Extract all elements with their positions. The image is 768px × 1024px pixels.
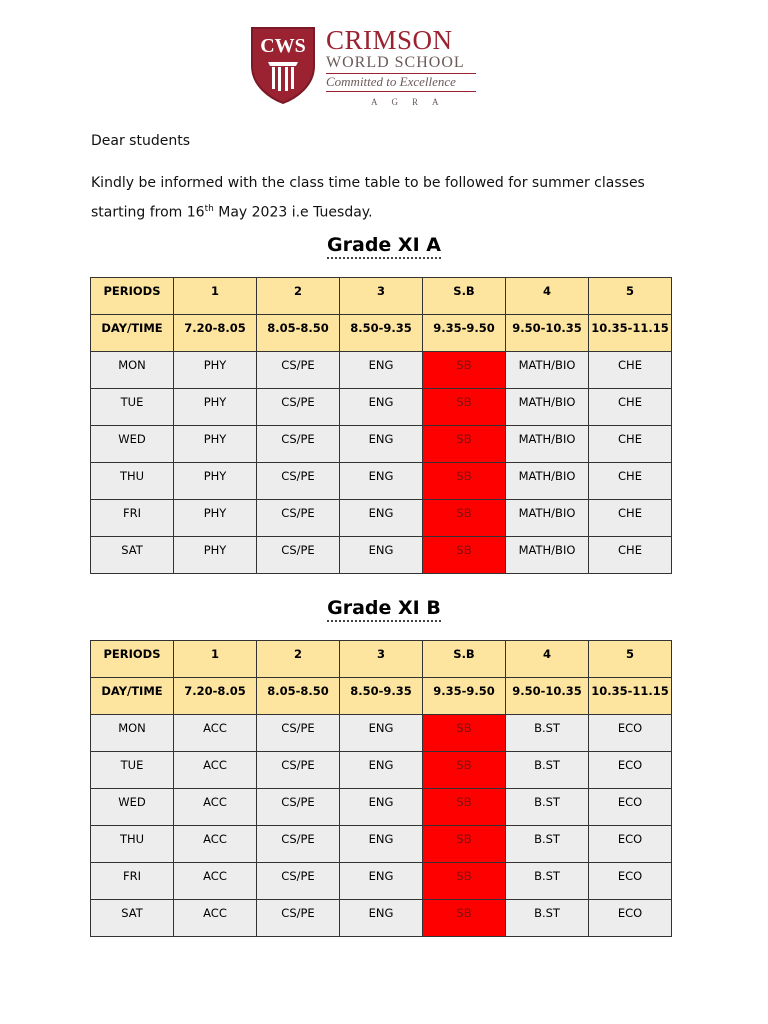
break-cell: SB: [423, 463, 506, 500]
table-cell: ECO: [589, 752, 672, 789]
table-row: [91, 789, 672, 826]
table-cell: CS/PE: [257, 789, 340, 826]
logo-text: CWS: [260, 35, 306, 57]
intro-line-1: Kindly be informed with the class time table to be followed for summer classes: [91, 175, 645, 191]
table-row: [91, 826, 672, 863]
table-cell: CS/PE: [257, 715, 340, 752]
table-cell: ACC: [174, 826, 257, 863]
letterhead: [250, 26, 490, 108]
table-cell: PERIODS: [91, 278, 174, 315]
table-cell: CS/PE: [257, 352, 340, 389]
table-cell: CS/PE: [257, 500, 340, 537]
table-cell: PHY: [174, 352, 257, 389]
break-cell: SB: [423, 826, 506, 863]
table-cell: ENG: [340, 752, 423, 789]
table-cell: MON: [91, 352, 174, 389]
table-cell: ENG: [340, 789, 423, 826]
intro-paragraph: [91, 170, 691, 226]
table-cell: MON: [91, 715, 174, 752]
table-cell: 7.20-8.05: [174, 678, 257, 715]
school-subname: WORLD SCHOOL: [326, 54, 465, 71]
break-cell: SB: [423, 352, 506, 389]
table-cell: 5: [589, 641, 672, 678]
table-cell: CS/PE: [257, 752, 340, 789]
grade-title-xi-b: [0, 597, 768, 619]
table-cell: PHY: [174, 537, 257, 574]
table-cell: 7.20-8.05: [174, 315, 257, 352]
table-cell: ENG: [340, 426, 423, 463]
table-cell: WED: [91, 789, 174, 826]
break-cell: SB: [423, 426, 506, 463]
table-cell: B.ST: [506, 752, 589, 789]
table-cell: ENG: [340, 537, 423, 574]
table-cell: 8.50-9.35: [340, 678, 423, 715]
table-cell: WED: [91, 426, 174, 463]
table-cell: PHY: [174, 389, 257, 426]
table-cell: 9.50-10.35: [506, 315, 589, 352]
table-cell: TUE: [91, 752, 174, 789]
table-cell: ECO: [589, 715, 672, 752]
table-cell: CHE: [589, 389, 672, 426]
table-cell: ACC: [174, 900, 257, 937]
table-cell: CS/PE: [257, 900, 340, 937]
table-cell: 3: [340, 641, 423, 678]
table-cell: 4: [506, 641, 589, 678]
table-cell: THU: [91, 463, 174, 500]
school-tagline: Committed to Excellence: [326, 74, 456, 89]
table-cell: 2: [257, 641, 340, 678]
table-row: [91, 863, 672, 900]
table-cell: MATH/BIO: [506, 537, 589, 574]
table-cell: CS/PE: [257, 537, 340, 574]
table-cell: 8.05-8.50: [257, 678, 340, 715]
school-city: AGRA: [371, 97, 453, 107]
table-cell: CHE: [589, 463, 672, 500]
table-row: [91, 715, 672, 752]
table-cell: ECO: [589, 789, 672, 826]
timetable-xi-a: [90, 277, 672, 574]
table-cell: ENG: [340, 500, 423, 537]
table-cell: CHE: [589, 426, 672, 463]
table-cell: ACC: [174, 752, 257, 789]
table-cell: PHY: [174, 500, 257, 537]
brand-divider-2: [326, 91, 476, 92]
table-cell: CHE: [589, 500, 672, 537]
table-cell: 9.35-9.50: [423, 315, 506, 352]
table-cell: ENG: [340, 715, 423, 752]
table-cell: CS/PE: [257, 426, 340, 463]
break-cell: SB: [423, 389, 506, 426]
periods-row: [91, 641, 672, 678]
table-cell: ECO: [589, 900, 672, 937]
table-cell: B.ST: [506, 863, 589, 900]
table-cell: 10.35-11.15: [589, 315, 672, 352]
table-cell: SAT: [91, 537, 174, 574]
table-cell: ACC: [174, 863, 257, 900]
table-cell: CS/PE: [257, 863, 340, 900]
break-cell: SB: [423, 789, 506, 826]
table-cell: ENG: [340, 826, 423, 863]
table-cell: 2: [257, 278, 340, 315]
table-cell: 10.35-11.15: [589, 678, 672, 715]
timetable-xi-b: [90, 640, 672, 937]
table-cell: ENG: [340, 900, 423, 937]
table-cell: CHE: [589, 352, 672, 389]
grade-title-text: Grade XI B: [327, 597, 441, 622]
table-cell: CS/PE: [257, 463, 340, 500]
school-crest-logo: [250, 26, 316, 104]
table-cell: B.ST: [506, 826, 589, 863]
table-cell: ACC: [174, 715, 257, 752]
table-row: [91, 352, 672, 389]
table-cell: MATH/BIO: [506, 389, 589, 426]
table-cell: DAY/TIME: [91, 315, 174, 352]
table-cell: ENG: [340, 352, 423, 389]
table-row: [91, 900, 672, 937]
table-cell: ACC: [174, 789, 257, 826]
table-cell: SAT: [91, 900, 174, 937]
table-cell: S.B: [423, 641, 506, 678]
table-cell: MATH/BIO: [506, 352, 589, 389]
table-row: [91, 752, 672, 789]
table-cell: CS/PE: [257, 389, 340, 426]
table-cell: CHE: [589, 537, 672, 574]
table-cell: 8.50-9.35: [340, 315, 423, 352]
table-row: [91, 537, 672, 574]
grade-title-xi-a: [0, 234, 768, 256]
table-row: [91, 426, 672, 463]
table-cell: B.ST: [506, 900, 589, 937]
intro-line-2-pre: starting from 16: [91, 204, 205, 221]
table-cell: MATH/BIO: [506, 463, 589, 500]
times-row: [91, 678, 672, 715]
times-row: [91, 315, 672, 352]
table-cell: TUE: [91, 389, 174, 426]
table-cell: 1: [174, 641, 257, 678]
table-cell: 3: [340, 278, 423, 315]
table-cell: ECO: [589, 826, 672, 863]
table-cell: B.ST: [506, 715, 589, 752]
intro-line-2-sup: th: [204, 204, 214, 214]
table-cell: 9.35-9.50: [423, 678, 506, 715]
table-cell: ECO: [589, 863, 672, 900]
table-cell: FRI: [91, 500, 174, 537]
table-row: [91, 463, 672, 500]
table-cell: B.ST: [506, 789, 589, 826]
table-cell: 1: [174, 278, 257, 315]
table-cell: PHY: [174, 463, 257, 500]
table-cell: 5: [589, 278, 672, 315]
greeting: Dear students: [91, 133, 190, 149]
table-cell: ENG: [340, 863, 423, 900]
intro-line-2-post: May 2023 i.e Tuesday.: [213, 204, 373, 221]
break-cell: SB: [423, 537, 506, 574]
table-cell: 8.05-8.50: [257, 315, 340, 352]
table-cell: ENG: [340, 463, 423, 500]
break-cell: SB: [423, 715, 506, 752]
break-cell: SB: [423, 500, 506, 537]
table-cell: CS/PE: [257, 826, 340, 863]
table-cell: MATH/BIO: [506, 426, 589, 463]
table-cell: PHY: [174, 426, 257, 463]
break-cell: SB: [423, 752, 506, 789]
table-cell: S.B: [423, 278, 506, 315]
table-cell: 4: [506, 278, 589, 315]
table-cell: PERIODS: [91, 641, 174, 678]
table-cell: DAY/TIME: [91, 678, 174, 715]
table-cell: 9.50-10.35: [506, 678, 589, 715]
break-cell: SB: [423, 863, 506, 900]
table-cell: ENG: [340, 389, 423, 426]
school-name: CRIMSON: [326, 25, 453, 55]
table-cell: THU: [91, 826, 174, 863]
brand-block: [326, 26, 496, 109]
periods-row: [91, 278, 672, 315]
table-row: [91, 500, 672, 537]
table-row: [91, 389, 672, 426]
table-cell: MATH/BIO: [506, 500, 589, 537]
break-cell: SB: [423, 900, 506, 937]
table-cell: FRI: [91, 863, 174, 900]
grade-title-text: Grade XI A: [327, 234, 441, 259]
